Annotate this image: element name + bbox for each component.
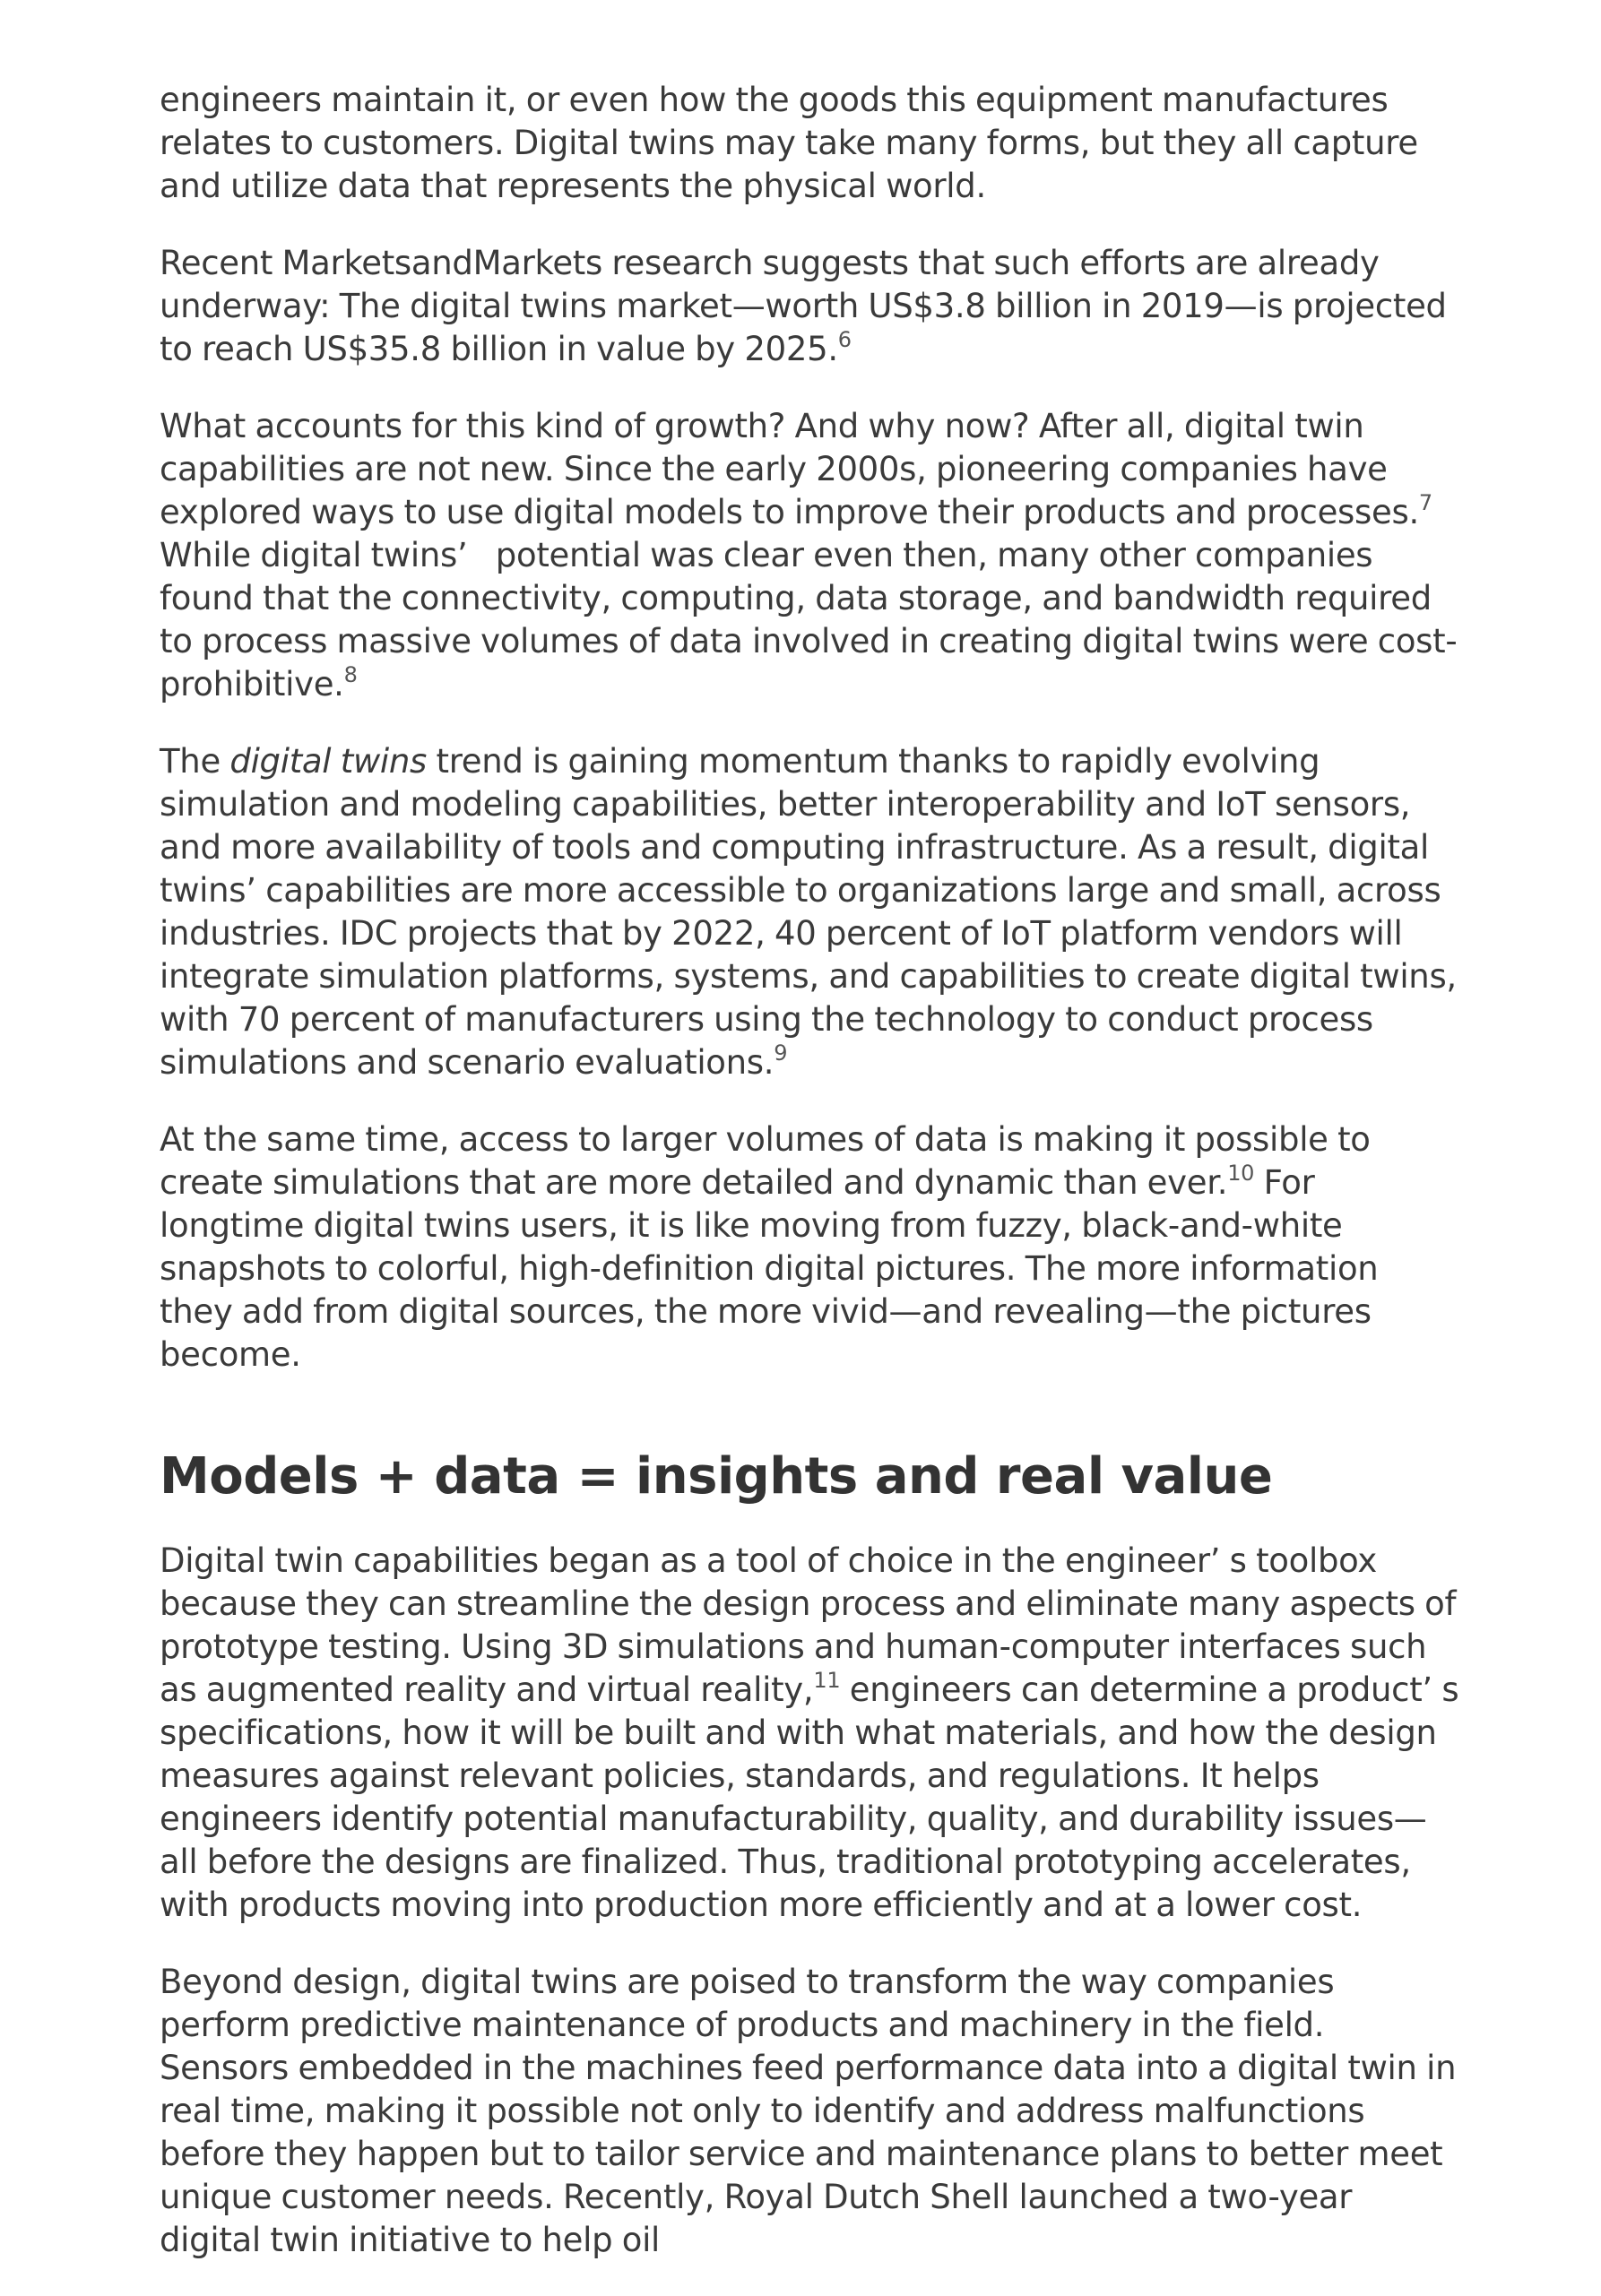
paragraph-text: Recent MarketsandMarkets research suggests that such efforts are already underway: The digital twins market—worth US$3.8 billion in 2019—is projected to reach US$35.8 billion in value by 2025. (160, 244, 1447, 368)
paragraph-predictive-maintenance (160, 1961, 1459, 2262)
paragraph-text: For longtime digital twins users, it is like moving from fuzzy, black-and-white snapshots to colorful, high-definition digital pictures. The more information they add from digital sources, the more vivid—and revealing—the pictures become. (160, 1163, 1388, 1374)
footnote-ref-7[interactable]: 7 (1418, 489, 1432, 515)
paragraph-text: What accounts for this kind of growth? And why now? After all, digital twin capabilities are not new. Since the early 2000s, pioneering companies have explored ways to use digital models to improve their products and processes. (160, 407, 1419, 531)
paragraph-text: At the same time, access to larger volumes of data is making it possible to create simulations that are more detailed and dynamic than ever. (160, 1120, 1371, 1202)
paragraph-text: The (160, 742, 230, 781)
footnote-ref-8[interactable]: 8 (343, 661, 358, 687)
paragraph-text: trend is gaining momentum thanks to rapidly evolving simulation and modeling capabilities, better interoperability and IoT sensors, and more availability of tools and computing infrastructure. As a result, digital twins’ capabilities are more accessible to organizations large and small, across industries. IDC projects that by 2022, 40 percent of IoT platform vendors will integrate simulation platforms, systems, and capabilities to create digital twins, with 70 percent of manufacturers using the technology to conduct process simulations and scenario evaluations. (160, 742, 1467, 1082)
footnote-ref-10[interactable]: 10 (1227, 1160, 1255, 1186)
paragraph-trend-momentum (160, 740, 1467, 1084)
footnote-ref-9[interactable]: 9 (774, 1040, 788, 1066)
paragraph-text: engineers can determine a product’ s specifications, how it will be built and with what materials, and how the design measures against relevant policies, standards, and regulations. It helps engineers identify potential manufacturability, quality, and durability issues—all before the designs are finalized. Thus, traditional prototyping accelerates, with products moving into production more efficiently and at a lower cost. (160, 1670, 1468, 1924)
paragraph-text: Digital twin capabilities began as a tool of choice in the engineer’ s toolbox because they can streamline the design process and eliminate many aspects of prototype testing. Using 3D simulations and human-computer interfaces such as augmented reality and virtual reality, (160, 1541, 1466, 1709)
paragraph-engineer-toolbox (160, 1540, 1468, 1927)
document-page (160, 79, 1468, 2296)
footnote-ref-6[interactable]: 6 (837, 326, 852, 352)
footnote-ref-11[interactable]: 11 (813, 1667, 841, 1693)
paragraph-text: engineers maintain it, or even how the goods this equipment manufactures relates to customers. Digital twins may take many forms, but they all capture and utilize data that represents the physical world. (160, 81, 1418, 205)
paragraph-larger-volumes (160, 1118, 1459, 1377)
paragraph-market-research (160, 242, 1459, 371)
paragraph-physical-world (160, 79, 1459, 208)
paragraph-growth-why-now (160, 405, 1459, 706)
emphasis-digital-twins: digital twins (229, 742, 428, 781)
paragraph-text: Beyond design, digital twins are poised to transform the way companies perform predictive maintenance of products and machinery in the field. Sensors embedded in the machines feed performance data into a digital twin in real time, making it possible not only to identify and address malfunctions before they happen but to tailor service and maintenance plans to better meet unique customer needs. Recently, Royal Dutch Shell launched a two-year digital twin initiative to help oil (160, 1963, 1457, 2259)
paragraph-text: While digital twins’ potential was clear even then, many other companies found that the connectivity, computing, data storage, and bandwidth required to process massive volumes of data involved in creating digital twins were cost-prohibitive. (160, 493, 1458, 703)
section-heading: Models + data = insights and real value (160, 1447, 1273, 1506)
